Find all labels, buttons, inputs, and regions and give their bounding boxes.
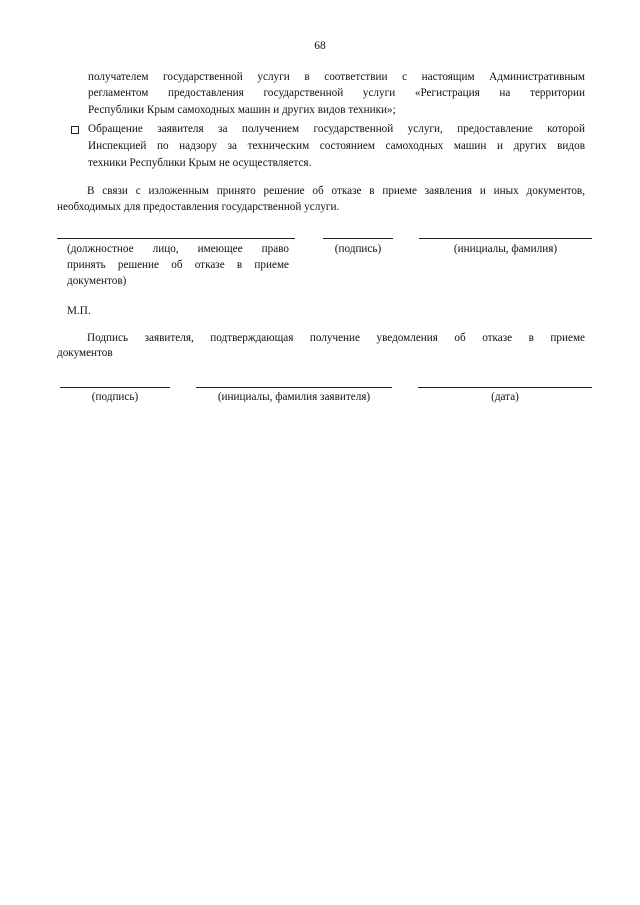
checkbox-icon [71,126,79,134]
list-continuation-line-3: Республики Крым самоходных машин и других видов техники»; [88,104,396,116]
official-signature-line [323,238,393,239]
applicant-signature-caption: (подпись) [91,391,139,403]
page-number: 68 [314,40,326,52]
official-signature-caption: (подпись) [334,243,382,255]
applicant-note-line-2: документов [57,347,113,359]
list-item-line-2: Инспекцией по надзору за техническим состоянием самоходных машин и других видов [88,140,585,152]
applicant-date-line [418,387,592,388]
official-position-line [57,238,295,239]
official-initials-caption: (инициалы, фамилия) [453,243,558,255]
official-position-caption-line-2: принять решение об отказе в приеме [67,259,289,271]
stamp-label: М.П. [67,305,91,317]
official-initials-line [419,238,592,239]
list-continuation-line-2: регламентом предоставления государственной услуги «Регистрация на территории [88,87,585,99]
applicant-initials-caption: (инициалы, фамилия заявителя) [217,391,371,403]
decision-line-1: В связи с изложенным принято решение об отказе в приеме заявления и иных документов, [87,185,585,197]
list-continuation-line-1: получателем государственной услуги в соответствии с настоящим Административным [88,71,585,83]
applicant-initials-line [196,387,392,388]
list-item-line-1: Обращение заявителя за получением государственной услуги, предоставление которой [88,123,585,135]
applicant-signature-line [60,387,170,388]
decision-line-2: необходимых для предоставления государственной услуги. [57,201,340,213]
official-position-caption-line-1: (должностное лицо, имеющее право [67,243,289,255]
list-item-line-3: техники Республики Крым не осуществляется. [88,157,312,169]
official-position-caption-line-3: документов) [67,275,127,287]
applicant-date-caption: (дата) [491,391,519,403]
applicant-note-line-1: Подпись заявителя, подтверждающая получение уведомления об отказе в приеме [87,332,585,344]
